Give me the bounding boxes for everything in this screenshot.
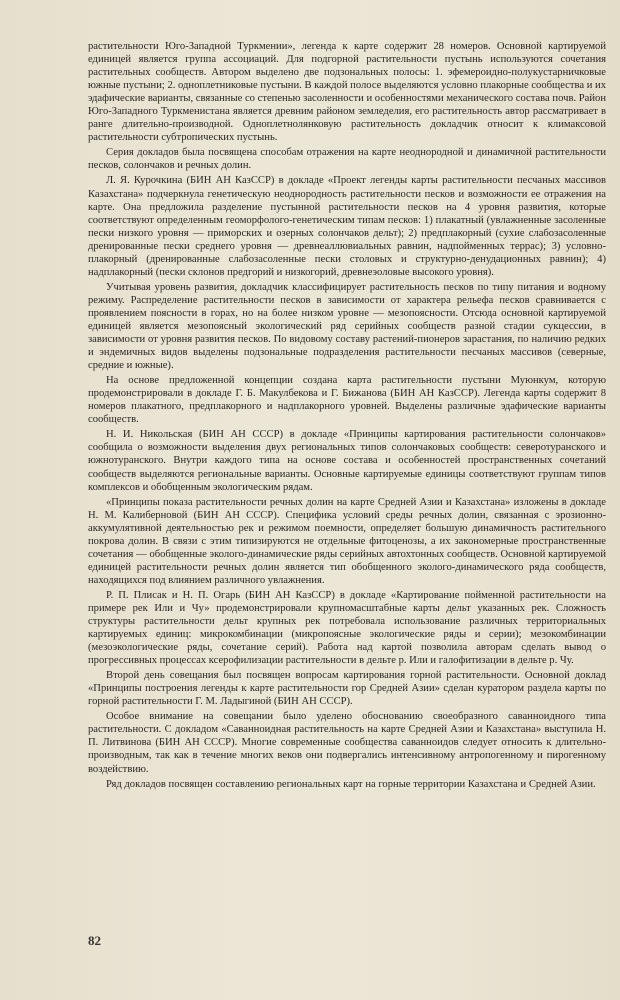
paragraph: Ряд докладов посвящен составлению региональных карт на горные территории Казахстана и Средней Азии. [106,778,596,790]
page-number: 82 [88,933,101,948]
paragraph: Серия докладов была посвящена способам отражения на карте неоднородной и динамичной растительности песков, солончаков и речных долин. [88,147,606,172]
paragraph: Р. П. Плисак и Н. П. Огарь (БИН АН КазССР) в докладе «Картирование пойменной растительности на примере рек Или и Чу» продемонстрировали крупномасштабные карты дельт указанных рек. Сложность структуры растительности дельт крупных рек потребовала использование различных территориальных картируемых единиц: микрокомбинации (микропоясные экологические ряды и серии); мезокомбинации (мезоэкологические ряды, сочетание серий). Работа над картой позволила авторам сделать вывод о прогрессивных процессах ксерофилизации растительности в дельте р. Или и галофитизации в дельте р. Чу. [88,589,606,667]
paragraph: Л. Я. Курочкина (БИН АН КазССР) в докладе «Проект легенды карты растительности песчаных массивов Казахстана» подчеркнула генетическую неоднородность растительности песков и возможности ее отражения на карте. Она предложила разделение пустынной растительности песков на 4 уровня развития, которые соответствуют определенным геоморфолого-генетическим типам песков: 1) плакатный (увлажненные засоленные пески низкого уровня — приморских и озерных солончаков дельт); 2) предплакорный (сухие слабозасоленные дренированные пески среднего уровня — древнеаллювиальных равнин, надпойменных террас); 3) условно-плакорный (дренированные слабозасоленные пески столовых и структурно-денудационных равнин); 4) надплакорный (пески склонов предгорий и низкогорий, древнеэоловые высокого уровня). [88,175,606,278]
paragraph: растительности Юго-Западной Туркмении», легенда к карте содержит 28 номеров. Основной картируемой единицей является группа ассоциаций. Для подгорной растительности пустынь используются сочетания растительных сообществ. Автором выделено две подзональных полосы: 1. эфемероидно-полукустарничковые южные пустыни; 2. одноплетниковые пустыни. В каждой полосе выделяются условно плакорные сообщества и их эдафические варианты, связанные со степенью засоленности и особенностями механического состава почв. Район Юго-Западного Туркменистана является древним районом земледелия, его растительность автор рассматривает в ранге длительно-производной. Одноплетнолянковую растительность докладчик относит к климаксовой растительности субтропических пустынь. [88,41,606,144]
paragraph: Второй день совещания был посвящен вопросам картирования горной растительности. Основной доклад «Принципы построения легенды к карте растительности гор Средней Азии» сделан куратором раздела карты по горной растительности Г. М. Ладыгиной (БИН АН СССР). [88,670,606,708]
paragraph: Учитывая уровень развития, докладчик классифицирует растительность песков по типу питания и водному режиму. Распределение растительности песков в зависимости от характера рельефа песков сравнивается с проявлением поясности в горах, но на более низком уровне — мезопоясности. Отсюда основной картируемой единицей является мезопоясный экологический ряд серийных сообществ разной стадии сукцессии, в зависимости от уровня развития песков. По видовому составу растений-пионеров зарастания, по наличию редких и эндемичных видов выделены подзональные подразделения растительности песчаных массивов (северные, средние и южные). [88,281,606,372]
page-body-text [88,40,606,793]
paragraph: Особое внимание на совещании было уделено обоснованию своеобразного саванноидного типа растительности. С докладом «Саванноидная растительность на карте Средней Азии и Казахстана» выступила Н. П. Литвинова (БИН АН СССР). Многие современные сообщества саванноидов следует относить к длительно-производным, так как в течение многих веков они подвергались интенсивному антропогенному и пирогенному воздействию. [88,711,606,775]
paragraph: Н. И. Никольская (БИН АН СССР) в докладе «Принципы картирования растительности солончаков» сообщила о возможности выделения двух региональных типов солончаковых сообществ: северотуранского и южнотуранского. Внутри каждого типа на основе состава и особенностей пространственных сочетаний сообществ выделяются региональные варианты. Основные картируемые единицы соответствуют группам типов комплексов и обобщенным экологическим рядам. [88,429,606,493]
paragraph: На основе предложенной концепции создана карта растительности пустыни Муюнкум, которую продемонстрировали в докладе Г. Б. Макулбекова и Г. Бижанова (БИН АН КазССР). Легенда карты содержит 8 номеров плакатного, предплакорного и надплакорного уровней. Выделены различные эдафические варианты сообществ. [88,375,606,426]
paragraph: «Принципы показа растительности речных долин на карте Средней Азии и Казахстана» изложены в докладе Н. М. Калиберновой (БИН АН СССР). Специфика условий среды речных долин, связанная с эрозионно-аккумулятивной деятельностью рек и режимом поемности, определяет большую динамичность растительного покрова долин. В связи с этим типизируются не отдельные фитоценозы, а их закономерные пространственные сочетания — обобщенные эколого-динамические ряды серийных автохтонных сообществ. Основной картируемой единицей растительности речных долин является тип обобщенного эколого-динамического ряда сообществ, находящихся под влиянием различного увлажнения. [88,496,606,586]
